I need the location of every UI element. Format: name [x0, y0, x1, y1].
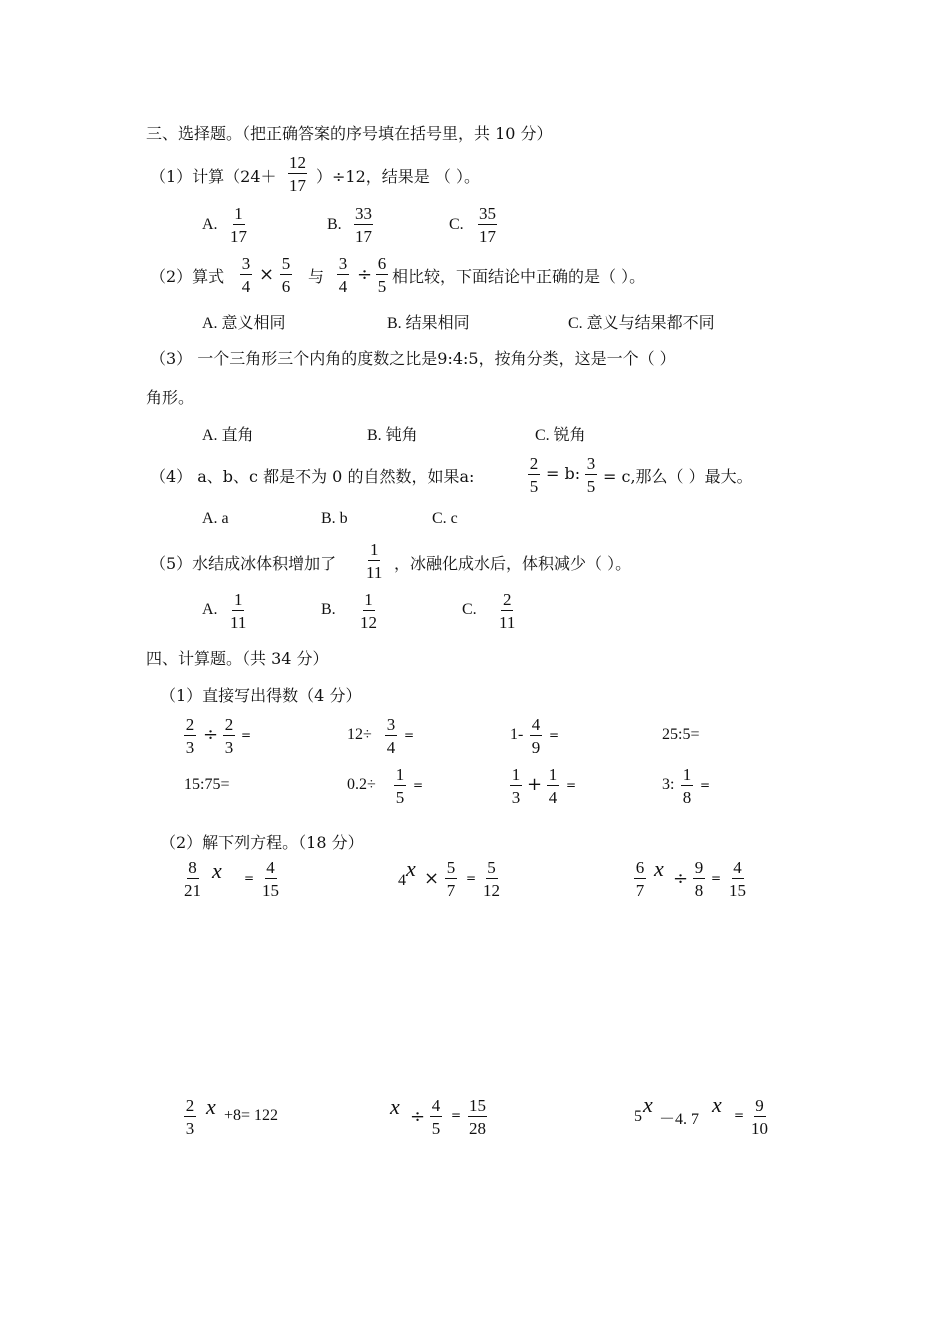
q4-fraction-1: $\frac{2}{5}$: [529, 454, 539, 496]
part-2-title: （2）解下列方程。（18 分）: [160, 833, 364, 852]
equation-3-fraction-2: $\frac{9}{8}$: [694, 858, 704, 900]
equation-1-fraction-1: $\frac{8}{21}$: [184, 858, 201, 900]
q3-option-a: A. 直角: [202, 427, 254, 444]
equation-5-equals: =: [451, 1108, 462, 1122]
calc-2-prefix: 12÷: [347, 726, 372, 743]
calc-8-equals: =: [700, 778, 711, 792]
equation-3-variable: x: [654, 856, 664, 881]
q5-option-a-fraction: $\frac{1}{11}$: [230, 590, 247, 632]
equation-6-middle: －4. 7: [659, 1111, 700, 1128]
q2-fraction-4: $\frac{6}{5}$: [377, 254, 387, 296]
q2-fraction-3: $\frac{3}{4}$: [338, 254, 348, 296]
equation-2-coefficient: 4: [398, 872, 406, 889]
q3-option-b: B. 钝角: [367, 427, 418, 444]
q1-fraction: $\frac{12}{17}$: [289, 153, 306, 195]
equation-4-rest: +8= 122: [224, 1107, 279, 1124]
equation-2-times-sign: ×: [424, 868, 440, 889]
q4-option-c: C. c: [432, 510, 458, 527]
q3-line-1: （3） 一个三角形三个内角的度数之比是9:4:5，按角分类，这是一个（ ）: [150, 349, 676, 368]
q1-option-c-fraction: $\frac{35}{17}$: [479, 204, 496, 246]
calc-3-equals: =: [549, 728, 560, 742]
calc-7-equals: =: [566, 778, 577, 792]
q5-option-c-fraction: $\frac{2}{11}$: [499, 590, 516, 632]
q4-option-b: B. b: [321, 510, 348, 527]
calc-6-prefix: 0.2÷: [347, 776, 376, 793]
section-4-title: 四、计算题。（共 34 分）: [146, 649, 329, 668]
q2-fraction-1: $\frac{3}{4}$: [241, 254, 251, 296]
equation-6-variable-2: x: [712, 1092, 722, 1117]
calc-2-fraction: $\frac{3}{4}$: [386, 715, 396, 757]
calc-7-fraction-2: $\frac{1}{4}$: [548, 765, 558, 807]
calc-2-equals: =: [404, 728, 415, 742]
q1-prefix: （1）计算（24＋: [150, 167, 277, 186]
calc-4: 25:5=: [662, 726, 700, 743]
q4-suffix: = c,那么（ ）最大。: [603, 467, 753, 486]
equation-2-equals: =: [466, 871, 477, 885]
equation-2-variable: x: [406, 856, 416, 881]
calc-7-fraction-1: $\frac{1}{3}$: [511, 765, 521, 807]
q2-mid: 与: [308, 267, 325, 286]
q2-fraction-2: $\frac{5}{6}$: [281, 254, 291, 296]
q2-option-c: C. 意义与结果都不同: [568, 315, 715, 332]
part-1-title: （1）直接写出得数（4 分）: [160, 686, 362, 705]
calc-8-fraction: $\frac{1}{8}$: [682, 765, 692, 807]
calc-8-prefix: 3:: [662, 776, 675, 793]
equation-5-fraction-1: $\frac{4}{5}$: [431, 1096, 441, 1138]
equation-5-fraction-2: $\frac{15}{28}$: [469, 1096, 486, 1138]
q2-option-b: B. 结果相同: [387, 315, 470, 332]
equation-3-fraction-1: $\frac{6}{7}$: [635, 858, 645, 900]
q2-option-a: A. 意义相同: [202, 315, 286, 332]
equation-5-divide-sign: ÷: [410, 1106, 426, 1127]
equation-1-variable: x: [212, 858, 222, 883]
q1-option-a-fraction: $\frac{1}{17}$: [230, 204, 247, 246]
calc-3-prefix: 1-: [510, 726, 524, 743]
q2-suffix: 相比较，下面结论中正确的是（ ）。: [392, 267, 646, 286]
q1-option-b-fraction: $\frac{33}{17}$: [355, 204, 372, 246]
equation-6-equals: =: [734, 1108, 745, 1122]
q5-option-a-label: A.: [202, 601, 218, 618]
q5-option-c-label: C.: [462, 601, 477, 618]
q4-fraction-2: $\frac{3}{5}$: [586, 454, 596, 496]
equation-4-variable: x: [206, 1094, 216, 1119]
q3-option-c: C. 锐角: [535, 427, 586, 444]
q1-option-a-label: A.: [202, 216, 218, 233]
q4-prefix: （4） a、b、c 都是不为 0 的自然数，如果a:: [150, 467, 475, 486]
equation-3-divide-sign: ÷: [673, 868, 689, 889]
equation-6-coefficient: 5: [634, 1108, 642, 1125]
q2-prefix: （2）算式: [150, 267, 225, 286]
q1-option-c-label: C.: [449, 216, 464, 233]
equation-2-fraction-1: $\frac{5}{7}$: [446, 858, 456, 900]
q5-option-b-fraction: $\frac{1}{12}$: [360, 590, 377, 632]
calc-5: 15:75=: [184, 776, 230, 793]
equation-1-equals: =: [244, 871, 255, 885]
q5-option-b-label: B.: [321, 601, 336, 618]
q4-mid: = b:: [546, 464, 581, 483]
equation-6-fraction: $\frac{9}{10}$: [751, 1096, 768, 1138]
q5-prefix: （5）水结成冰体积增加了: [150, 554, 337, 573]
equation-3-fraction-3: $\frac{4}{15}$: [729, 858, 746, 900]
calc-1-fraction-2: $\frac{2}{3}$: [224, 715, 234, 757]
q3-line-2: 角形。: [146, 388, 195, 407]
q1-option-b-label: B.: [327, 216, 342, 233]
equation-4-fraction: $\frac{2}{3}$: [185, 1096, 195, 1138]
q2-times-sign: ×: [259, 264, 275, 285]
equation-3-equals: =: [711, 871, 722, 885]
calc-1-equals: =: [241, 728, 252, 742]
q1-suffix: ）÷12，结果是 （ ）。: [316, 167, 480, 186]
q2-divide-sign: ÷: [357, 264, 373, 285]
calc-1-fraction-1: $\frac{2}{3}$: [185, 715, 195, 757]
q5-fraction: $\frac{1}{11}$: [366, 540, 383, 582]
calc-3-fraction: $\frac{4}{9}$: [531, 715, 541, 757]
equation-2-fraction-2: $\frac{5}{12}$: [483, 858, 500, 900]
calc-6-fraction: $\frac{1}{5}$: [395, 765, 405, 807]
section-3-title: 三、选择题。（把正确答案的序号填在括号里，共 10 分）: [146, 124, 553, 143]
q4-option-a: A. a: [202, 510, 229, 527]
equation-5-variable: x: [390, 1094, 400, 1119]
equation-1-fraction-2: $\frac{4}{15}$: [262, 858, 279, 900]
calc-6-equals: =: [413, 778, 424, 792]
q5-suffix: ，冰融化成水后，体积减少（ ）。: [394, 554, 632, 573]
calc-1-divide-sign: ÷: [203, 724, 219, 745]
calc-7-plus-sign: +: [527, 774, 543, 795]
equation-6-variable-1: x: [643, 1092, 653, 1117]
